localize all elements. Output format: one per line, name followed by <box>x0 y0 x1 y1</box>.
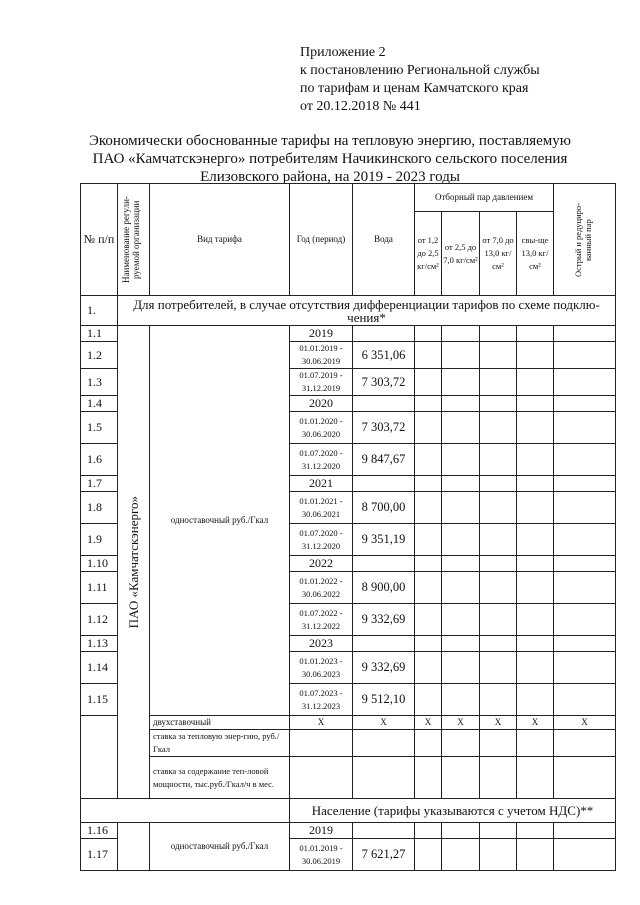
year-cell: 2019 <box>290 326 353 342</box>
empty-cell <box>442 604 480 636</box>
empty-cell <box>480 839 517 871</box>
empty-cell <box>480 524 517 556</box>
empty-cell <box>442 326 480 342</box>
empty-cell <box>442 839 480 871</box>
water-value: 9 512,10 <box>353 684 415 716</box>
water-value: 9 332,69 <box>353 604 415 636</box>
empty-cell <box>517 556 554 572</box>
empty-cell <box>554 572 616 604</box>
empty-cell <box>442 823 480 839</box>
year-cell: 2021 <box>290 476 353 492</box>
water-value: 6 351,06 <box>353 342 415 369</box>
title-line-3: Елизовского района, на 2019 - 2023 годы <box>200 169 460 185</box>
document-title <box>60 132 600 186</box>
row-num: 1.16 <box>81 823 118 839</box>
empty-cell <box>517 412 554 444</box>
row-num: 1.7 <box>81 476 118 492</box>
heat-rate-label: ставка за тепловую энер-гию, руб./Гкал <box>150 730 290 757</box>
water-value: 7 303,72 <box>353 369 415 396</box>
title-line-2: ПАО «Камчатскэнерго» потребителям Начикинского сельского поселения <box>92 151 568 167</box>
row-num: 1.13 <box>81 636 118 652</box>
header-type: Вид тарифа <box>150 184 290 296</box>
header-year: Год (период) <box>290 184 353 296</box>
empty-cell <box>415 757 442 799</box>
empty-cell <box>517 396 554 412</box>
row-num: 1.1 <box>81 326 118 342</box>
empty-cell <box>517 492 554 524</box>
header-pressure-3: от 7,0 до 13,0 кг/см² <box>480 212 517 296</box>
x-mark: Х <box>442 716 480 730</box>
water-value <box>353 636 415 652</box>
appendix-header <box>300 44 600 116</box>
empty-cell <box>517 823 554 839</box>
empty-cell <box>415 476 442 492</box>
empty-cell <box>415 652 442 684</box>
row-num: 1.9 <box>81 524 118 556</box>
appendix-line-1: Приложение 2 <box>300 45 386 60</box>
empty-cell <box>480 604 517 636</box>
two-rate-label: двухставочный <box>150 716 290 730</box>
tariff-type-one-rate: одноставочный руб./Гкал <box>150 326 290 716</box>
empty-cell <box>415 839 442 871</box>
period-cell: 01.01.2020 - 30.06.2020 <box>290 412 353 444</box>
period-cell: 01.01.2023 - 30.06.2023 <box>290 652 353 684</box>
year-cell: 2022 <box>290 556 353 572</box>
empty-cell <box>442 636 480 652</box>
row-num: 1.10 <box>81 556 118 572</box>
empty-cell <box>442 652 480 684</box>
x-mark: Х <box>480 716 517 730</box>
water-value: 9 847,67 <box>353 444 415 476</box>
water-value: 7 621,27 <box>353 839 415 871</box>
year-cell: 2019 <box>290 823 353 839</box>
row-num: 1.17 <box>81 839 118 871</box>
empty-cell <box>554 396 616 412</box>
org-name: ПАО «Камчатскэнерго» <box>126 495 141 629</box>
empty-cell <box>554 524 616 556</box>
org-blank-2 <box>118 823 150 871</box>
appendix-line-4: от 20.12.2018 № 441 <box>300 99 421 114</box>
empty-cell <box>415 444 442 476</box>
period-cell: 01.01.2019 - 30.06.2019 <box>290 342 353 369</box>
header-steam: Отборный пар давлением <box>415 184 554 212</box>
water-value <box>353 396 415 412</box>
empty-cell <box>480 823 517 839</box>
header-sharp <box>554 184 616 296</box>
table-row <box>81 326 616 342</box>
empty-cell <box>554 326 616 342</box>
period-cell: 01.07.2022 - 31.12.2022 <box>290 604 353 636</box>
row-num: 1.6 <box>81 444 118 476</box>
header-pressure-2: от 2,5 до 7,0 кг/см² <box>442 212 480 296</box>
empty-cell <box>517 839 554 871</box>
header-water: Вода <box>353 184 415 296</box>
empty-cell <box>480 684 517 716</box>
x-mark: Х <box>353 716 415 730</box>
period-cell: 01.07.2023 - 31.12.2023 <box>290 684 353 716</box>
header-sharp-text: Острый и редуциро-ванный пар <box>572 202 593 277</box>
empty-cell <box>517 652 554 684</box>
empty-cell <box>442 412 480 444</box>
row-num: 1.4 <box>81 396 118 412</box>
empty-cell <box>554 476 616 492</box>
empty-cell <box>517 757 554 799</box>
water-value <box>353 476 415 492</box>
empty-cell <box>517 369 554 396</box>
empty-cell <box>554 652 616 684</box>
empty-cell <box>554 604 616 636</box>
empty-cell <box>554 730 616 757</box>
header-pressure-1: от 1,2 до 2,5 кг/см² <box>415 212 442 296</box>
heat-rate-row <box>81 730 616 757</box>
empty-cell <box>442 730 480 757</box>
water-value: 9 332,69 <box>353 652 415 684</box>
section2-blank <box>81 799 290 823</box>
period-cell: 01.01.2021 - 30.06.2021 <box>290 492 353 524</box>
water-value: 8 700,00 <box>353 492 415 524</box>
tariff-type-one-rate-2: одноставочный руб./Гкал <box>150 823 290 871</box>
empty-cell <box>517 524 554 556</box>
two-rate-num <box>81 716 118 799</box>
empty-cell <box>415 412 442 444</box>
title-line-1: Экономически обоснованные тарифы на тепловую энергию, поставляемую <box>88 133 571 149</box>
empty-cell <box>290 730 353 757</box>
empty-cell <box>480 556 517 572</box>
empty-cell <box>517 476 554 492</box>
empty-cell <box>480 730 517 757</box>
empty-cell <box>415 604 442 636</box>
header-org <box>118 184 150 296</box>
empty-cell <box>554 636 616 652</box>
empty-cell <box>517 326 554 342</box>
capacity-rate-row <box>81 757 616 799</box>
empty-cell <box>353 757 415 799</box>
two-rate-row <box>81 716 616 730</box>
empty-cell <box>517 684 554 716</box>
empty-cell <box>480 652 517 684</box>
water-value: 7 303,72 <box>353 412 415 444</box>
water-value: 8 900,00 <box>353 572 415 604</box>
empty-cell <box>415 369 442 396</box>
empty-cell <box>554 757 616 799</box>
appendix-line-3: по тарифам и ценам Камчатского края <box>300 81 529 96</box>
empty-cell <box>442 556 480 572</box>
empty-cell <box>554 412 616 444</box>
empty-cell <box>517 604 554 636</box>
section2-text: Население (тарифы указываются с учетом НДС)** <box>290 799 616 823</box>
row-num: 1.14 <box>81 652 118 684</box>
empty-cell <box>442 757 480 799</box>
empty-cell <box>442 492 480 524</box>
row-num: 1.11 <box>81 572 118 604</box>
period-cell: 01.07.2020 - 31.12.2020 <box>290 444 353 476</box>
empty-cell <box>554 342 616 369</box>
empty-cell <box>554 444 616 476</box>
x-mark: Х <box>290 716 353 730</box>
empty-cell <box>517 342 554 369</box>
empty-cell <box>480 476 517 492</box>
empty-cell <box>415 396 442 412</box>
period-cell: 01.01.2022 - 30.06.2022 <box>290 572 353 604</box>
empty-cell <box>480 396 517 412</box>
empty-cell <box>442 444 480 476</box>
section1-text: Для потребителей, в случае отсутствия дифференциации тарифов по схеме подклю-чения* <box>118 296 616 326</box>
empty-cell <box>415 326 442 342</box>
x-mark: Х <box>415 716 442 730</box>
empty-cell <box>415 524 442 556</box>
empty-cell <box>480 757 517 799</box>
empty-cell <box>480 572 517 604</box>
water-value <box>353 556 415 572</box>
empty-cell <box>480 636 517 652</box>
header-org-text: Наименование регули-руемой организации <box>120 196 141 283</box>
org-name-cell <box>118 326 150 799</box>
row-num: 1.15 <box>81 684 118 716</box>
empty-cell <box>554 556 616 572</box>
empty-cell <box>442 524 480 556</box>
table-row <box>81 823 616 839</box>
water-value <box>353 326 415 342</box>
empty-cell <box>442 684 480 716</box>
empty-cell <box>480 342 517 369</box>
empty-cell <box>554 369 616 396</box>
tariff-table <box>80 183 616 871</box>
x-mark: Х <box>517 716 554 730</box>
empty-cell <box>442 342 480 369</box>
appendix-line-2: к постановлению Региональной службы <box>300 63 540 78</box>
period-cell: 01.07.2019 - 31.12.2019 <box>290 369 353 396</box>
empty-cell <box>554 839 616 871</box>
capacity-rate-label: ставка за содержание теп-ловой мощности, тыс.руб./Гкал/ч в мес. <box>150 757 290 799</box>
row-num: 1.5 <box>81 412 118 444</box>
empty-cell <box>415 556 442 572</box>
period-cell: 01.07.2020 - 31.12.2020 <box>290 524 353 556</box>
empty-cell <box>442 396 480 412</box>
row-num: 1.3 <box>81 369 118 396</box>
row-num: 1.12 <box>81 604 118 636</box>
row-num: 1.8 <box>81 492 118 524</box>
empty-cell <box>415 730 442 757</box>
empty-cell <box>480 412 517 444</box>
section1-num: 1. <box>81 296 118 326</box>
empty-cell <box>480 326 517 342</box>
water-value: 9 351,19 <box>353 524 415 556</box>
empty-cell <box>442 476 480 492</box>
empty-cell <box>442 369 480 396</box>
empty-cell <box>353 730 415 757</box>
x-mark: Х <box>554 716 616 730</box>
empty-cell <box>480 444 517 476</box>
empty-cell <box>415 823 442 839</box>
empty-cell <box>517 444 554 476</box>
empty-cell <box>442 572 480 604</box>
empty-cell <box>415 636 442 652</box>
empty-cell <box>415 684 442 716</box>
empty-cell <box>415 492 442 524</box>
section2-row <box>81 799 616 823</box>
empty-cell <box>554 823 616 839</box>
empty-cell <box>517 636 554 652</box>
empty-cell <box>517 730 554 757</box>
empty-cell <box>517 572 554 604</box>
year-cell: 2020 <box>290 396 353 412</box>
row-num: 1.2 <box>81 342 118 369</box>
empty-cell <box>554 684 616 716</box>
empty-cell <box>554 492 616 524</box>
period-cell: 01.01.2019 - 30.06.2019 <box>290 839 353 871</box>
water-value <box>353 823 415 839</box>
empty-cell <box>415 342 442 369</box>
header-pressure-4: свы-ще 13,0 кг/см² <box>517 212 554 296</box>
header-num: № п/п <box>81 184 118 296</box>
year-cell: 2023 <box>290 636 353 652</box>
empty-cell <box>480 369 517 396</box>
empty-cell <box>480 492 517 524</box>
empty-cell <box>290 757 353 799</box>
empty-cell <box>415 572 442 604</box>
